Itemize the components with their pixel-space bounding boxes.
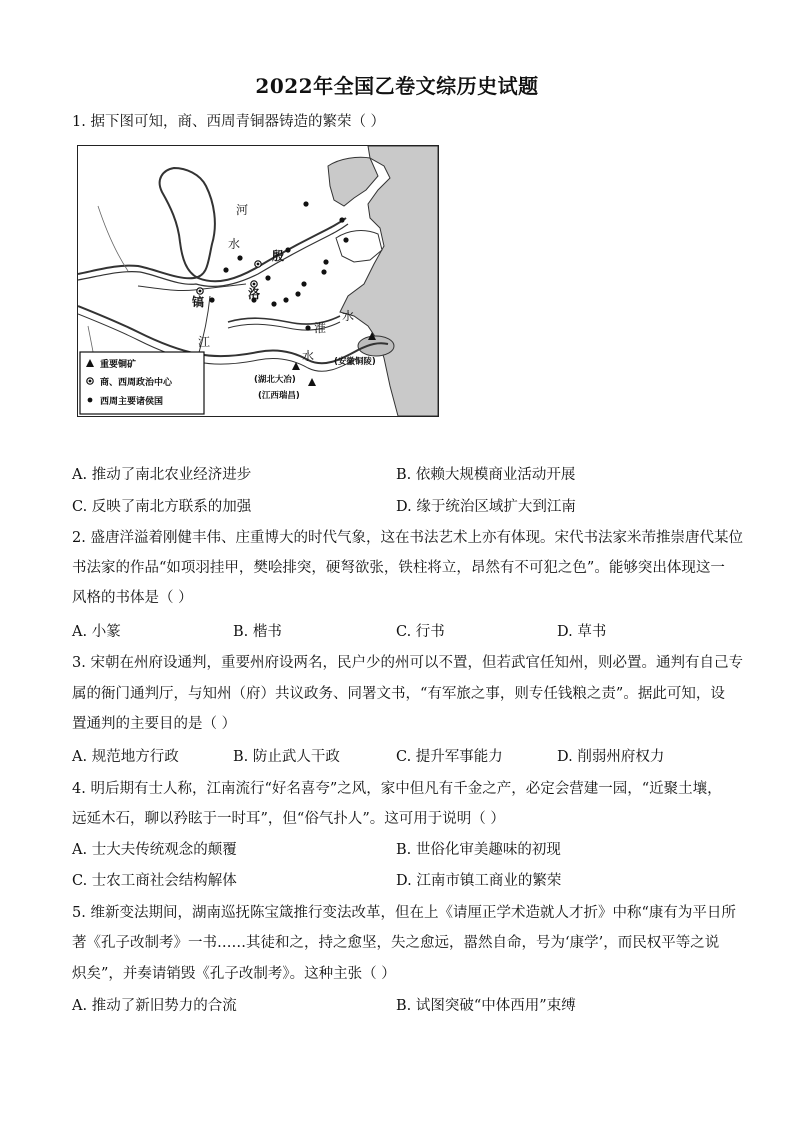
q4-option-c[interactable]: C. 士农工商社会结构解体 <box>72 873 237 889</box>
q2-option-c[interactable]: C. 行书 <box>396 624 445 640</box>
map-legend <box>80 352 204 414</box>
question-1-stem: 1. 据下图可知，商、西周青铜器铸造的繁荣（ ） <box>72 114 386 130</box>
question-5-line-2: 著《孔子改制考》一书……其徒和之，持之愈坚，失之愈远，嚣然自命，号为‘康学’，而民权平等之说 <box>72 935 720 951</box>
question-2-line-1: 2. 盛唐洋溢着刚健丰伟、庄重博大的时代气象，这在书法艺术上亦有体现。宋代书法家米芾推崇唐代某位 <box>72 530 743 546</box>
map-label-he: 河 <box>236 203 249 217</box>
question-3-line-3: 置通判的主要目的是（ ） <box>72 716 237 732</box>
question-2-line-2: 书法家的作品“如项羽挂甲，樊哙排突，硬弩欲张，铁柱将立，昂然有不可犯之色”。能够突出体现这一 <box>72 560 725 576</box>
map-label-jiangxi: (江西瑞昌) <box>258 391 300 401</box>
map-label-huai: 淮 <box>314 321 327 335</box>
legend-copper-mine: 重要铜矿 <box>100 360 137 370</box>
q1-option-c[interactable]: C. 反映了南北方联系的加强 <box>72 499 252 515</box>
q2-option-d[interactable]: D. 草书 <box>557 624 607 640</box>
map-label-yin: 殷 <box>272 249 285 263</box>
question-1-map <box>77 145 439 417</box>
map-label-shui-2: 水 <box>342 309 355 323</box>
legend-vassal-state: 西周主要诸侯国 <box>100 397 164 407</box>
q3-option-a[interactable]: A. 规范地方行政 <box>72 749 179 765</box>
q3-option-c[interactable]: C. 提升军事能力 <box>396 749 503 765</box>
q1-option-b[interactable]: B. 依赖大规模商业活动开展 <box>396 467 576 483</box>
q2-option-a[interactable]: A. 小篆 <box>72 624 121 640</box>
map-label-shui-3: 水 <box>302 349 315 363</box>
q4-option-d[interactable]: D. 江南市镇工商业的繁荣 <box>396 873 562 889</box>
map-label-hao: 镐 <box>192 295 205 309</box>
political-centre-marker <box>255 261 261 267</box>
map-label-anhui: (安徽铜陵) <box>334 357 376 367</box>
q2-option-b[interactable]: B. 楷书 <box>233 624 282 640</box>
question-3-line-1: 3. 宋朝在州府设通判，重要州府设两名，民户少的州可以不置，但若武官任知州，则必置。通判有自己专 <box>72 655 743 671</box>
map-label-shui-1: 水 <box>228 237 241 251</box>
question-4-line-1: 4. 明后期有士人称，江南流行“好名喜夸”之风，家中但凡有千金之产，必定会营建一园，“近聚土壤， <box>72 781 722 797</box>
q3-option-d[interactable]: D. 削弱州府权力 <box>557 749 665 765</box>
legend-political-centre: 商、西周政治中心 <box>100 378 173 388</box>
q1-option-a[interactable]: A. 推动了南北农业经济进步 <box>72 467 252 483</box>
question-3-line-2: 属的衙门通判厅，与知州（府）共议政务、同署文书，“有军旅之事，则专任钱粮之责”。据此可知，设 <box>72 686 725 702</box>
question-4-line-2: 远延木石，聊以矜眩于一时耳”，但“俗气扑人”。这可用于说明（ ） <box>72 811 505 827</box>
q1-option-d[interactable]: D. 缘于统治区域扩大到江南 <box>396 499 576 515</box>
q3-option-b[interactable]: B. 防止武人干政 <box>233 749 340 765</box>
map-label-luo: 洛 <box>248 287 261 301</box>
q4-option-a[interactable]: A. 士大夫传统观念的颠覆 <box>72 842 237 858</box>
q4-option-b[interactable]: B. 世俗化审美趣味的初现 <box>396 842 561 858</box>
vassal-state-dots <box>209 201 348 330</box>
page-title: 2022年全国乙卷文综历史试题 <box>255 74 539 98</box>
q5-option-a[interactable]: A. 推动了新旧势力的合流 <box>72 998 237 1014</box>
political-centre-marker <box>197 288 203 294</box>
q5-option-b[interactable]: B. 试图突破“中体西用”束缚 <box>396 998 576 1014</box>
question-5-line-1: 5. 维新变法期间，湖南巡抚陈宝箴推行变法改革，但在上《请厘正学术造就人才折》中称“康有为平日所 <box>72 905 736 921</box>
map-label-hubei: (湖北大冶) <box>254 375 296 385</box>
map-label-jiang: 江 <box>198 335 211 349</box>
question-5-line-3: 炽矣”，并奏请销毁《孔子改制考》。这种主张（ ） <box>72 966 396 982</box>
question-2-line-3: 风格的书体是（ ） <box>72 590 193 606</box>
